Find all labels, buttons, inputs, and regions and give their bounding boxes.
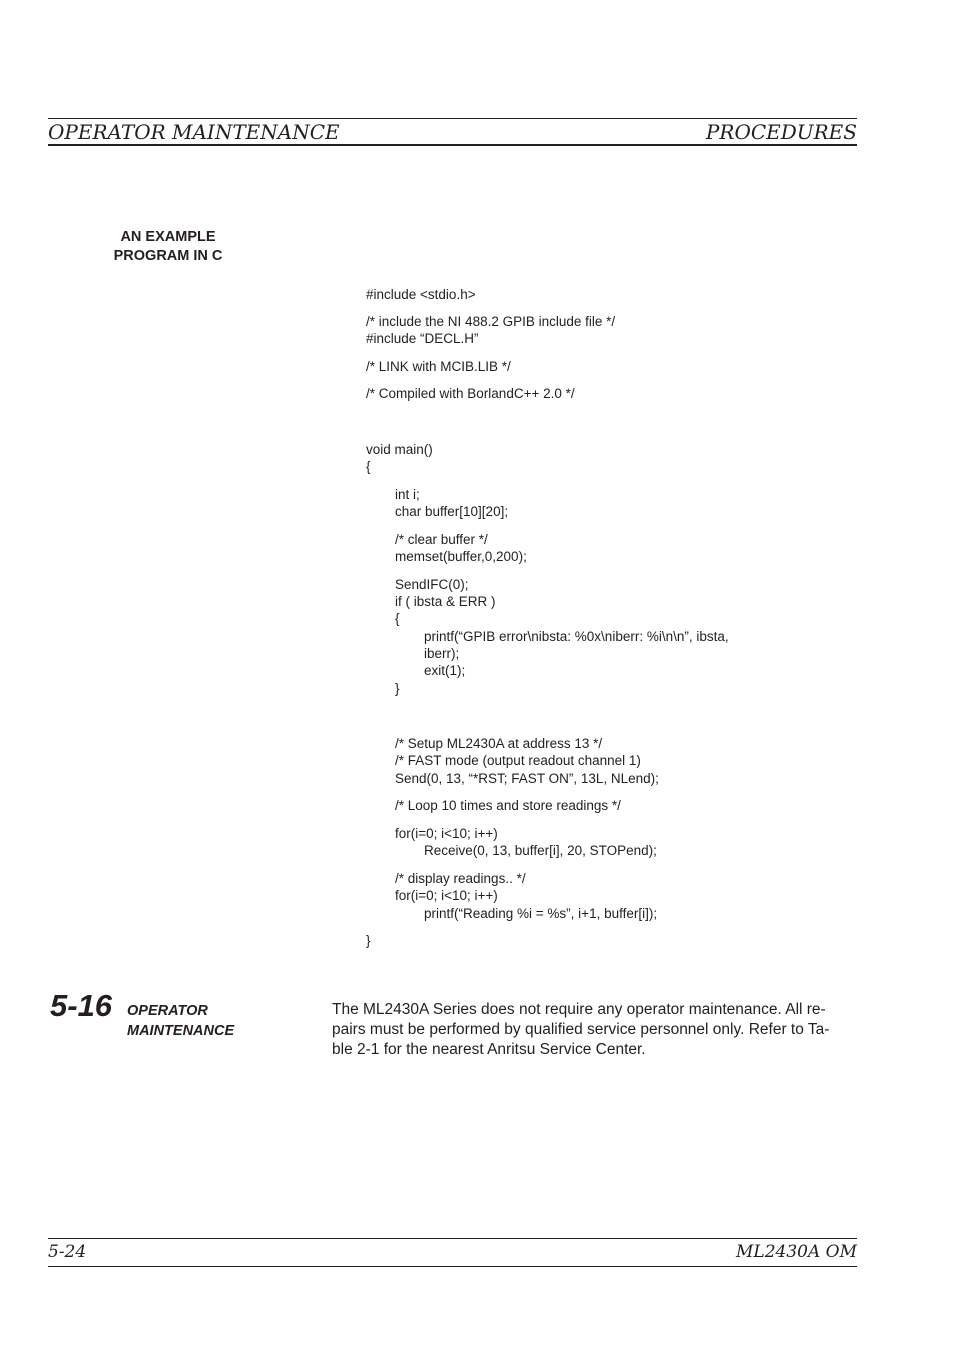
example-heading-line: AN EXAMPLE	[120, 229, 216, 245]
code-line: void main()	[366, 442, 433, 457]
page-footer	[48, 1238, 857, 1267]
code-line: printf(“GPIB error\nibsta: %0x\niberr: %i\n\n”, ibsta,	[424, 629, 729, 644]
code-line: /* Setup ML2430A at address 13 */	[395, 736, 603, 751]
section-number: 5-16	[50, 988, 113, 1023]
code-line: for(i=0; i<10; i++)	[395, 888, 498, 903]
section-body	[332, 1000, 852, 1060]
example-heading-line: PROGRAM IN C	[113, 248, 223, 264]
header-section-title: PROCEDURES	[705, 120, 857, 144]
footer-page-number: 5-24	[48, 1242, 87, 1262]
body-line: The ML2430A Series does not require any operator maintenance. All re-	[332, 1001, 826, 1018]
code-line: /* display readings.. */	[395, 871, 526, 886]
code-line: SendIFC(0);	[395, 577, 469, 592]
code-line: /* FAST mode (output readout channel 1)	[395, 753, 641, 768]
code-line: /* include the NI 488.2 GPIB include file */	[366, 314, 616, 329]
code-line: Send(0, 13, “*RST; FAST ON”, 13L, NLend);	[395, 771, 659, 786]
code-line: }	[366, 933, 371, 948]
code-line: #include <stdio.h>	[366, 287, 476, 302]
section-title	[127, 1001, 234, 1041]
code-line: int i;	[395, 487, 420, 502]
code-line: char buffer[10][20];	[395, 504, 509, 519]
code-line: memset(buffer,0,200);	[395, 549, 527, 564]
section-title-line: MAINTENANCE	[127, 1023, 235, 1039]
code-line: #include “DECL.H”	[366, 331, 479, 346]
code-line: if ( ibsta & ERR )	[395, 594, 496, 609]
code-line: /* Compiled with BorlandC++ 2.0 */	[366, 386, 575, 401]
section-title-line: OPERATOR	[127, 1003, 208, 1019]
body-line: ble 2-1 for the nearest Anritsu Service Center.	[332, 1041, 646, 1058]
code-line: iberr);	[424, 646, 460, 661]
code-line: exit(1);	[424, 663, 466, 678]
code-line: for(i=0; i<10; i++)	[395, 826, 498, 841]
code-line: {	[395, 611, 400, 626]
code-line: /* Loop 10 times and store readings */	[395, 798, 621, 813]
body-line: pairs must be performed by qualified service personnel only. Refer to Ta-	[332, 1021, 830, 1038]
footer-document-id: ML2430A OM	[736, 1242, 857, 1262]
code-line: {	[366, 459, 371, 474]
code-line: Receive(0, 13, buffer[i], 20, STOPend);	[424, 843, 657, 858]
header-chapter-title: OPERATOR MAINTENANCE	[48, 120, 340, 144]
code-line: printf(“Reading %i = %s”, i+1, buffer[i]);	[424, 906, 658, 921]
code-line: /* LINK with MCIB.LIB */	[366, 359, 511, 374]
page-header	[48, 118, 857, 146]
code-line: /* clear buffer */	[395, 532, 488, 547]
code-line: }	[395, 681, 400, 696]
example-heading	[100, 228, 236, 266]
